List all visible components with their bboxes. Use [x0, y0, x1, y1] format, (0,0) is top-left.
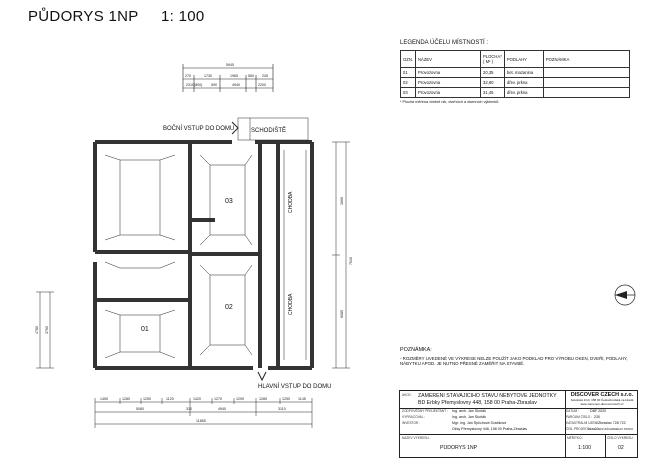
bottom-dim-total: 11855 [196, 419, 206, 423]
tb-row-rvalue: 230 [594, 415, 600, 419]
left-dim-2: 3760 [45, 326, 49, 334]
row-id: 02 [401, 78, 416, 88]
notes-title: POZNÁMKA: [400, 347, 432, 353]
top-dim-a: 270 [185, 74, 191, 78]
sheet-label: ČÍSLO VÝKRESU : [607, 436, 635, 440]
row-name: Provozovna [416, 68, 481, 78]
row-name: Provozovna [416, 78, 481, 88]
bottom-dim-10: 1145 [298, 397, 306, 401]
col-ozn: OZN. [401, 51, 416, 68]
bottom-dim-6: 1270 [214, 397, 222, 401]
tb-row-value: Mgr. Ing. Jan Šplíchová Svatíková [452, 421, 507, 425]
top-dim-g: 590 [211, 83, 217, 87]
tb-row-value: Ing. arch. Jan Skořák [452, 409, 486, 413]
tb-row-value: Ing. arch. Jan Skořák [452, 415, 486, 419]
company-name: DISCOVER CZECH s.r.o. [570, 392, 634, 398]
table-row [401, 68, 630, 78]
legend-title: LEGENDA ÚČELU MÍSTNOSTÍ : [400, 40, 489, 46]
table-row [401, 88, 630, 98]
bottom-dim-7: 1290 [236, 397, 244, 401]
bottom-dim-2: 1280 [122, 397, 130, 401]
bottom-dim-8: 1280 [259, 397, 267, 401]
row-area: 31,45 [481, 88, 505, 98]
row-note [543, 78, 629, 88]
top-dim-i: 2200 [258, 83, 266, 87]
row-note [543, 68, 629, 78]
notes-block [400, 348, 635, 367]
row-name: Provozovna [416, 88, 481, 98]
row-id: 01 [401, 68, 416, 78]
col-plocha: PLOCHA* ( M² ) [481, 51, 505, 68]
drawing-name: PŮDORYS 1NP [440, 445, 478, 451]
north-arrow-icon [612, 282, 638, 308]
company-web: www.zamereni-discoverczech.cz [580, 402, 624, 406]
room-01-label: 01 [141, 326, 149, 333]
top-dim-e: 245 [262, 74, 268, 78]
legend-header-row [401, 51, 630, 68]
top-dim-h: 4940 [232, 83, 240, 87]
top-dim-f: 2310(800) [186, 83, 203, 87]
scale-value: 1:100 [578, 445, 591, 451]
top-dim-c: 1965 [230, 74, 238, 78]
row-floor: dřev. prkna [504, 88, 543, 98]
tb-row-rlabel: ČÍSL PROJEKTU : [566, 427, 593, 431]
tb-row-rvalue: ZAMĚŘENÍ ZÁVADNÉHO STAVU [588, 427, 634, 431]
right-dim-1: 1660 [340, 197, 344, 205]
notes-text: - ROZMĚRY UVEDENÉ VE VÝKRESE NELZE POUŽÍT JAKO PODKLAD PRO VÝROBU OKEN, DVEŘÍ, PODLAHY, NÁBYTKU APOD. JE NUTNO PŘESNĚ ZAMĚŘIT NA STAVBĚ. [400, 355, 628, 367]
tb-row-rlabel: PAROUM ČÍSLO : [566, 415, 592, 419]
right-dim-3: 6085 [340, 310, 344, 318]
stairs-label: SCHODIŠTĚ [251, 128, 287, 134]
row-area: 20,35 [481, 68, 505, 78]
table-row [401, 78, 630, 88]
tb-row-rlabel: DATUM : [566, 409, 579, 413]
main-entry-label: HLAVNÍ VSTUP DO DOMU [258, 384, 332, 390]
top-dim-d: 560 [248, 74, 254, 78]
row-note [543, 88, 629, 98]
tb-row-rvalue: DBF 2020 [590, 409, 607, 413]
drawing-title: PŮDORYS 1NP [28, 8, 139, 25]
legend-table [400, 50, 630, 98]
tb-row-rvalue: Zbraslav 728 722 [598, 421, 626, 425]
bottom-dim-14: 3110 [278, 407, 286, 411]
bottom-dim-11: 5080 [136, 407, 144, 411]
tb-row-label: INVESTOR : [402, 421, 421, 425]
bottom-dim-9: 1250 [282, 397, 290, 401]
bottom-dim-5: 1420 [193, 397, 201, 401]
company-box [565, 391, 638, 408]
col-nazev: NÁZEV [416, 51, 481, 68]
legend-footnote: * Plocha měřena včetně nik, dveřních a okenních výklenků. [400, 100, 500, 104]
sheet-number: 02 [618, 445, 624, 451]
akce-label: AKCE: [402, 393, 412, 397]
tb-row-label: VYPRACOVAL : [402, 415, 426, 419]
row-floor: dřev. prkna [504, 78, 543, 88]
bottom-dim-4: 1120 [166, 397, 174, 401]
akce-address: BD Erbky Přemyslovny 448, 158 00 Praha-Zbraslav [418, 400, 537, 406]
row-id: 03 [401, 88, 416, 98]
row-floor: bet. mazanina [504, 68, 543, 78]
bottom-dim-3: 1250 [143, 397, 151, 401]
right-dim-2: 7010 [349, 257, 353, 265]
col-poznamka: POZNÁMKA [543, 51, 629, 68]
row-area: 32,60 [481, 78, 505, 88]
left-dim-1: 4780 [35, 326, 39, 334]
corridor-label-upper: CHODBA [288, 191, 294, 213]
title-block [399, 390, 638, 458]
bottom-dim-1: 1450 [100, 397, 108, 401]
corridor-label-lower: CHODBA [288, 293, 294, 315]
akce-text: ZAMĚŘENÍ STÁVAJÍCÍHO STAVU NEBYTOVÉ JEDNOTKY [418, 393, 557, 399]
room-02-label: 02 [225, 304, 233, 311]
bottom-dim-13: 4940 [218, 407, 226, 411]
tb-row-label: ZODPOVĚDNÝ PROJEKTANT : [402, 409, 448, 413]
company-address: Sokolská 1/10, 158 00 Českobrodská na Hradě [570, 398, 634, 402]
tb-row-rlabel: KATASTRÁLNÍ ÚZEMÍ : [566, 421, 600, 425]
drawing-scale: 1: 100 [161, 8, 205, 25]
side-entry-label: BOČNÍ VSTUP DO DOMU [163, 126, 235, 132]
col-podlahy: PODLAHY [504, 51, 543, 68]
top-dim-b: 1730 [204, 74, 212, 78]
scale-label: MĚŘÍTKO : [567, 436, 584, 440]
room-legend [400, 40, 630, 104]
drawing-name-label: NÁZEV VÝKRESU : [402, 436, 431, 440]
tb-row-value: Ožky Přemyslovny 448, 158 00 Praha-Zbraslav [452, 427, 528, 431]
bottom-dim-12: 310 [186, 407, 192, 411]
room-03-label: 03 [225, 198, 233, 205]
top-dim-total: 5945 [226, 63, 234, 67]
